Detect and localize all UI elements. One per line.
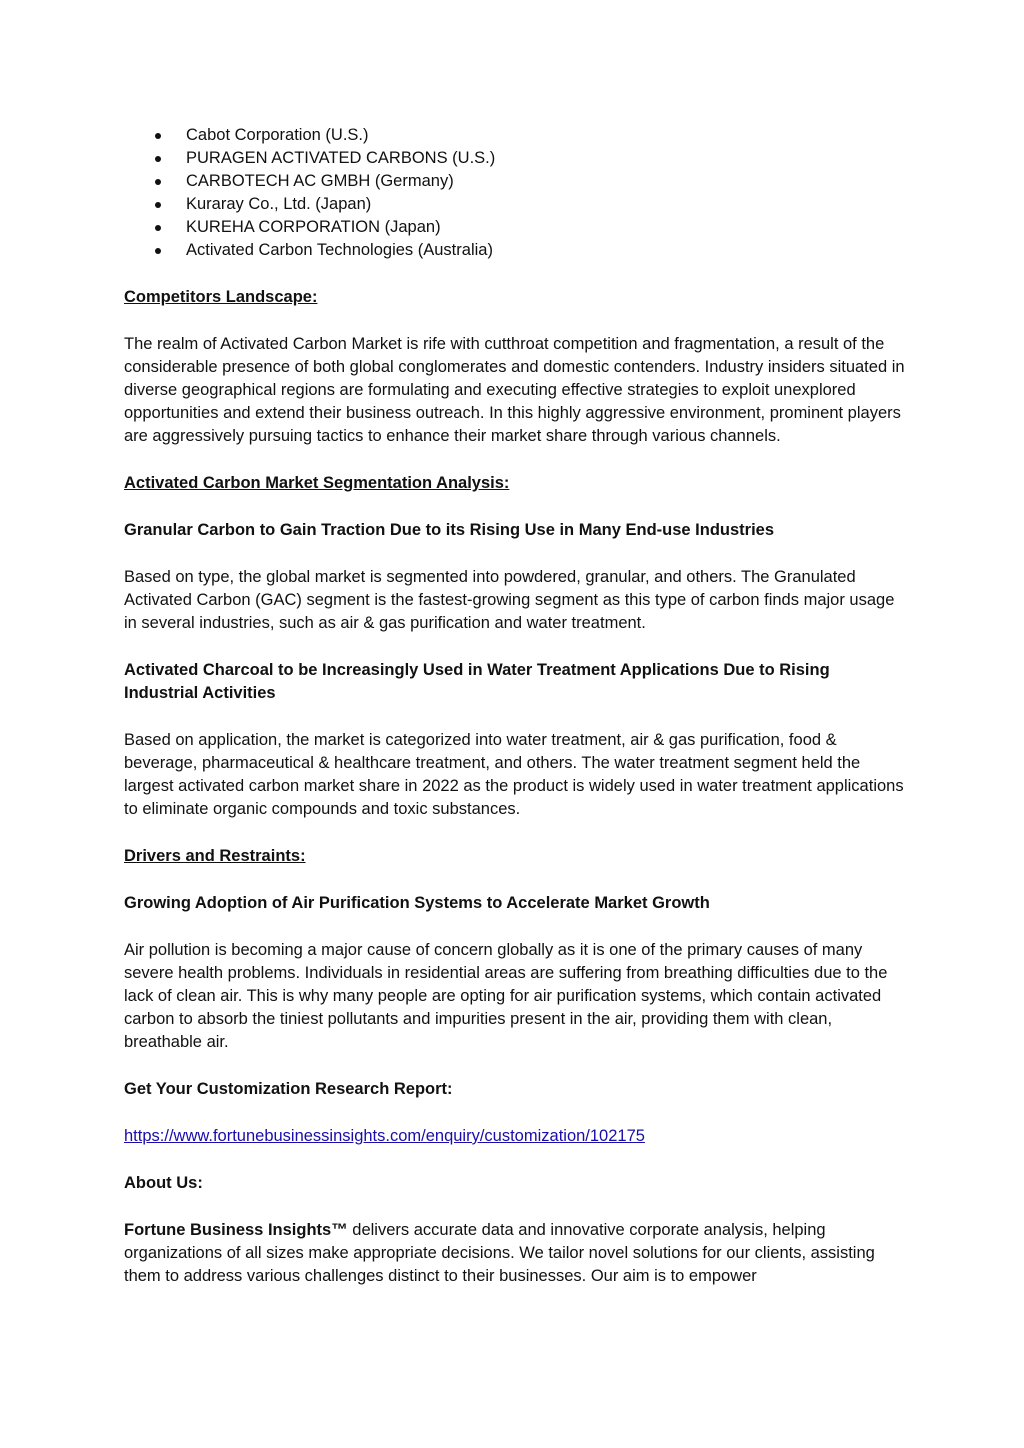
segmentation-subheading-application: Activated Charcoal to be Increasingly Used in Water Treatment Applications Due to Rising Industrial Activities bbox=[124, 661, 830, 702]
list-item bbox=[124, 239, 906, 262]
brand-name: Fortune Business Insights™ bbox=[124, 1221, 348, 1239]
list-item bbox=[124, 193, 906, 216]
segmentation-heading: Activated Carbon Market Segmentation Analysis: bbox=[124, 474, 510, 492]
company-name: Kuraray Co., Ltd. (Japan) bbox=[186, 195, 372, 213]
bullet-icon bbox=[155, 133, 161, 139]
bullet-icon bbox=[155, 179, 161, 185]
company-name: KUREHA CORPORATION (Japan) bbox=[186, 218, 441, 236]
competitors-paragraph: The realm of Activated Carbon Market is rife with cutthroat competition and fragmentation, a result of the considerable presence of both global conglomerates and domestic contenders. Industry insiders situated in diverse geographical regions are formulating and executing effective strategies to exploit unexplored opportunities and extend their business outreach. In this highly aggressive environment, prominent players are aggressively pursuing tactics to enhance their market share through various channels. bbox=[124, 335, 905, 445]
competitors-heading: Competitors Landscape: bbox=[124, 288, 318, 306]
segmentation-application-paragraph: Based on application, the market is categorized into water treatment, air & gas purification, food & beverage, pharmaceutical & healthcare treatment, and others. The water treatment segment held the largest activated carbon market share in 2022 as the product is widely used in water treatment applications to eliminate organic compounds and toxic substances. bbox=[124, 731, 904, 818]
about-paragraph bbox=[124, 1219, 906, 1288]
drivers-heading: Drivers and Restraints: bbox=[124, 847, 306, 865]
about-body: delivers accurate data and innovative corporate analysis, helping organizations of all sizes make appropriate decisions. We tailor novel solutions for our clients, assisting them to address various challenges distinct to their businesses. Our aim is to empower bbox=[124, 1221, 875, 1285]
drivers-subheading: Growing Adoption of Air Purification Systems to Accelerate Market Growth bbox=[124, 894, 710, 912]
company-name: Activated Carbon Technologies (Australia) bbox=[186, 241, 493, 259]
list-item bbox=[124, 170, 906, 193]
customization-link[interactable]: https://www.fortunebusinessinsights.com/enquiry/customization/102175 bbox=[124, 1127, 645, 1145]
segmentation-subheading-type: Granular Carbon to Gain Traction Due to its Rising Use in Many End-use Industries bbox=[124, 521, 775, 539]
list-item bbox=[124, 124, 906, 147]
customization-heading: Get Your Customization Research Report: bbox=[124, 1080, 453, 1098]
bullet-icon bbox=[155, 225, 161, 231]
company-name: CARBOTECH AC GMBH (Germany) bbox=[186, 172, 454, 190]
about-heading: About Us: bbox=[124, 1174, 203, 1192]
list-item bbox=[124, 147, 906, 170]
customization-link-line bbox=[124, 1125, 906, 1148]
bullet-icon bbox=[155, 156, 161, 162]
drivers-paragraph: Air pollution is becoming a major cause of concern globally as it is one of the primary causes of many severe health problems. Individuals in residential areas are suffering from breathing difficulties due to the lack of clean air. This is why many people are opting for air purification systems, which contain activated carbon to absorb the tiniest pollutants and impurities present in the air, providing them with clean, breathable air. bbox=[124, 941, 888, 1051]
bullet-icon bbox=[155, 248, 161, 254]
company-name: PURAGEN ACTIVATED CARBONS (U.S.) bbox=[186, 149, 496, 167]
bullet-icon bbox=[155, 202, 161, 208]
company-name: Cabot Corporation (U.S.) bbox=[186, 126, 369, 144]
segmentation-type-paragraph: Based on type, the global market is segmented into powdered, granular, and others. The Granulated Activated Carbon (GAC) segment is the fastest-growing segment as this type of carbon finds major usage in several industries, such as air & gas purification and water treatment. bbox=[124, 568, 895, 632]
company-list bbox=[124, 124, 906, 262]
list-item bbox=[124, 216, 906, 239]
document-page bbox=[124, 124, 906, 1288]
